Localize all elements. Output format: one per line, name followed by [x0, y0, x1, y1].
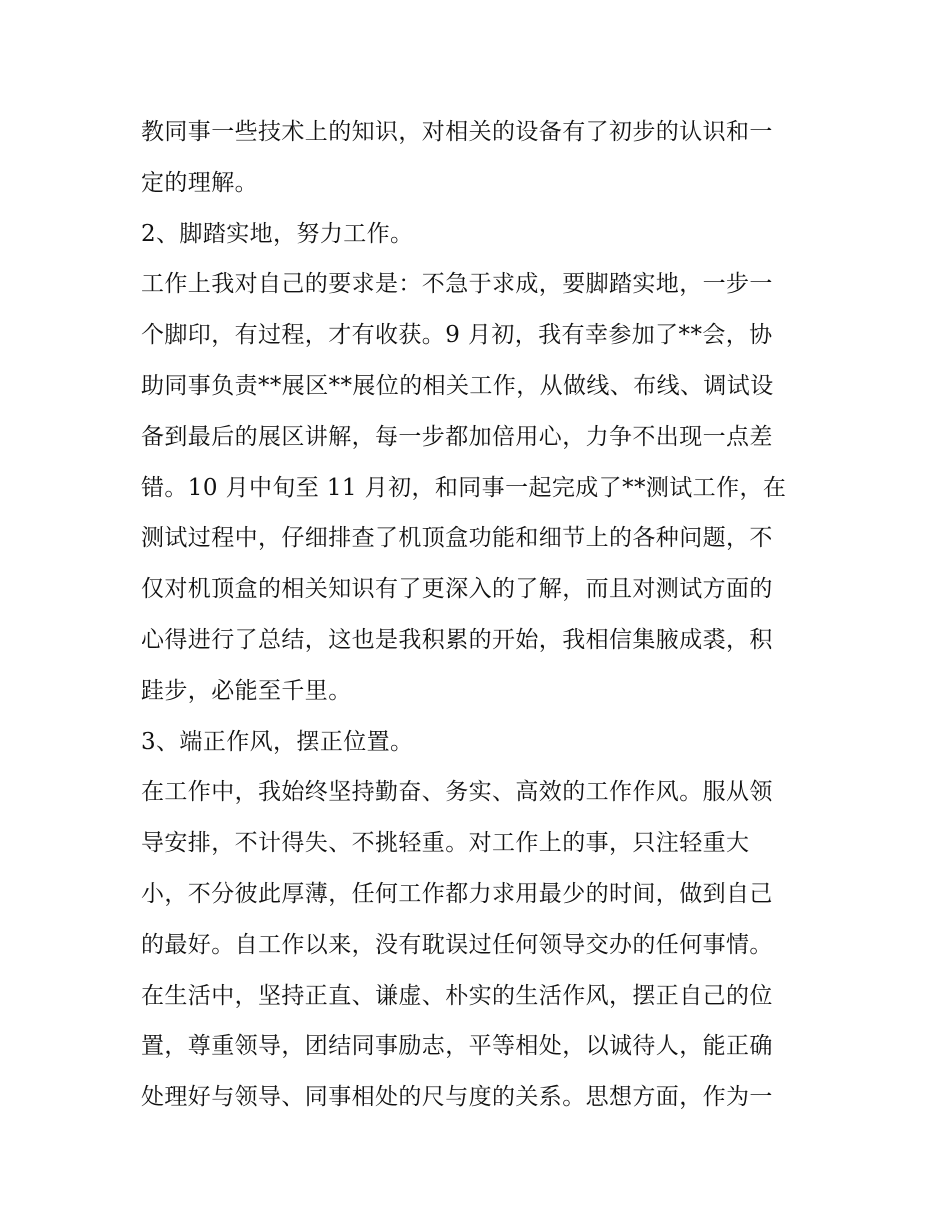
- text-line: 的最好。自工作以来，没有耽误过任何领导交办的任何事情。: [141, 931, 773, 958]
- text-line: 置，尊重领导，团结同事励志，平等相处，以诚待人，能正确: [141, 1033, 773, 1060]
- text-line: 在工作中，我始终坚持勤奋、务实、高效的工作作风。服从领: [141, 779, 773, 806]
- text-line: 错。10 月中旬至 11 月初，和同事一起完成了**测试工作，在: [141, 474, 787, 501]
- text-line: 备到最后的展区讲解，每一步都加倍用心，力争不出现一点差: [141, 423, 773, 450]
- text-line: 导安排，不计得失、不挑轻重。对工作上的事，只注轻重大: [141, 830, 750, 857]
- text-line: 助同事负责**展区**展位的相关工作，从做线、布线、调试设: [141, 372, 774, 399]
- text-line: 处理好与领导、同事相处的尺与度的关系。思想方面，作为一: [141, 1084, 773, 1111]
- text-line: 仅对机顶盒的相关知识有了更深入的了解，而且对测试方面的: [141, 576, 773, 603]
- text-line: 个脚印，有过程，才有收获。9 月初，我有幸参加了**会，协: [141, 322, 773, 349]
- text-line: 工作上我对自己的要求是：不急于求成，要脚踏实地，一步一: [141, 271, 773, 298]
- document-body: [141, 107, 821, 1123]
- text-line: 教同事一些技术上的知识，对相关的设备有了初步的认识和一: [141, 119, 773, 145]
- text-line: 在生活中，坚持正直、谦虚、朴实的生活作风，摆正自己的位: [141, 982, 773, 1009]
- text-line: 心得进行了总结，这也是我积累的开始，我相信集腋成裘，积: [141, 626, 773, 653]
- text-line: 跬步，必能至千里。: [141, 677, 352, 704]
- text-line: 小，不分彼此厚薄，任何工作都力求用最少的时间，做到自己: [141, 880, 773, 907]
- text-line: 测试过程中，仔细排查了机顶盒功能和细节上的各种问题，不: [141, 525, 773, 552]
- text-line: 定的理解。: [141, 169, 258, 196]
- section-heading: 3、端正作风，摆正位置。: [141, 728, 414, 755]
- section-heading: 2、脚踏实地，努力工作。: [141, 220, 414, 247]
